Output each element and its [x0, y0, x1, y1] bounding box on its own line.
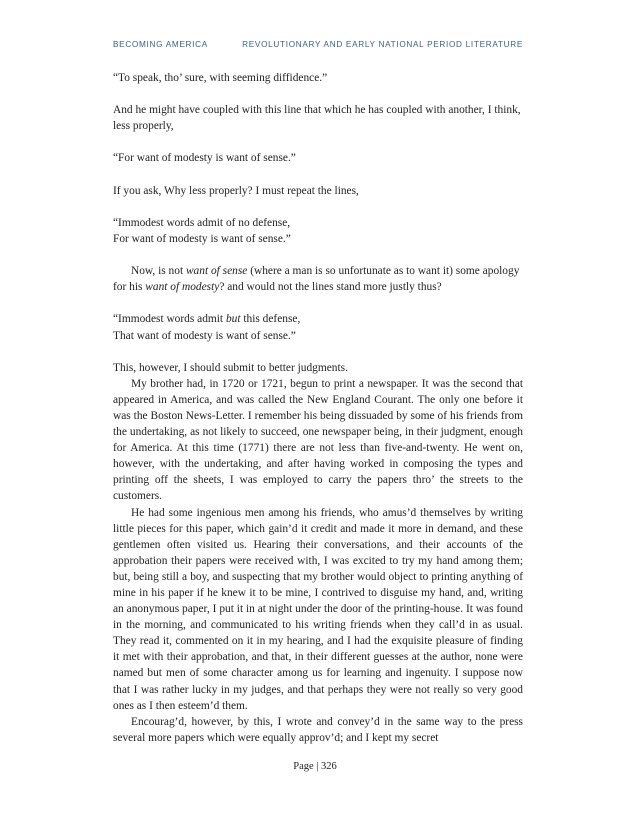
- paragraph: Now, is not want of sense (where a man is so unfortunate as to want it) some apology for his want of modesty? and would not the lines stand more justly thus?: [113, 265, 520, 294]
- quote-line: “For want of modesty is want of sense.”: [113, 152, 296, 165]
- quote-line: “To speak, tho’ sure, with seeming diffidence.”: [113, 72, 328, 84]
- paragraph: This, however, I should submit to better judgments.: [113, 361, 348, 374]
- quote-line: “Immodest words admit of no defense,: [113, 216, 291, 229]
- page-number: Page | 326: [293, 761, 337, 772]
- paragraph: If you ask, Why less properly? I must repeat the lines,: [113, 184, 359, 197]
- quote-line: That want of modesty is want of sense.”: [113, 329, 296, 342]
- running-header: [113, 40, 523, 49]
- quote-line: For want of modesty is want of sense.”: [113, 232, 291, 245]
- paragraph: And he might have coupled with this line that which he has coupled with another, I think, less properly,: [113, 104, 521, 133]
- quote-line: “Immodest words admit but this defense,: [113, 313, 301, 326]
- paragraph: Encourag’d, however, by this, I wrote and convey’d in the same way to the press several more papers which were equally approv’d; and I kept my secret: [113, 715, 523, 744]
- header-section-title: REVOLUTIONARY AND EARLY NATIONAL PERIOD LITERATURE: [242, 40, 523, 49]
- header-book-title: BECOMING AMERICA: [113, 40, 208, 49]
- page-body: [113, 70, 523, 746]
- paragraph: My brother had, in 1720 or 1721, begun to print a newspaper. It was the second that appeared in America, and was called the New England Courant. The only one before it was the Boston News-Letter. I remember his being dissuaded by some of his friends from the undertaking, as not likely to succeed, one newspaper being, in their judgment, enough for America. At this time (1771) there are not less than five-and-twenty. He went on, however, with the undertaking, and after having worked in composing the types and printing off the sheets, I was employed to carry the papers thro’ the streets to the customers.: [113, 377, 523, 503]
- paragraph: He had some ingenious men among his friends, who amus’d themselves by writing little pieces for this paper, which gain’d it credit and made it more in demand, and these gentlemen often visited us. Hearing their conversations, and their accounts of the approbation their papers were received with, I was excited to try my hand among them; but, being still a boy, and suspecting that my brother would object to printing anything of mine in his paper if he knew it to be mine, I contrived to disguise my hand, and, writing an anonymous paper, I put it in at night under the door of the printing-house. It was found in the morning, and communicated to his writing friends when they call’d in as usual. They read it, commented on it in my hearing, and I had the exquisite pleasure of finding it met with their approbation, and that, in their different guesses at the author, none were named but men of some character among us for learning and ingenuity. I suppose now that I was rather lucky in my judges, and that perhaps they were not really so very good ones as I then esteem’d them.: [113, 506, 523, 712]
